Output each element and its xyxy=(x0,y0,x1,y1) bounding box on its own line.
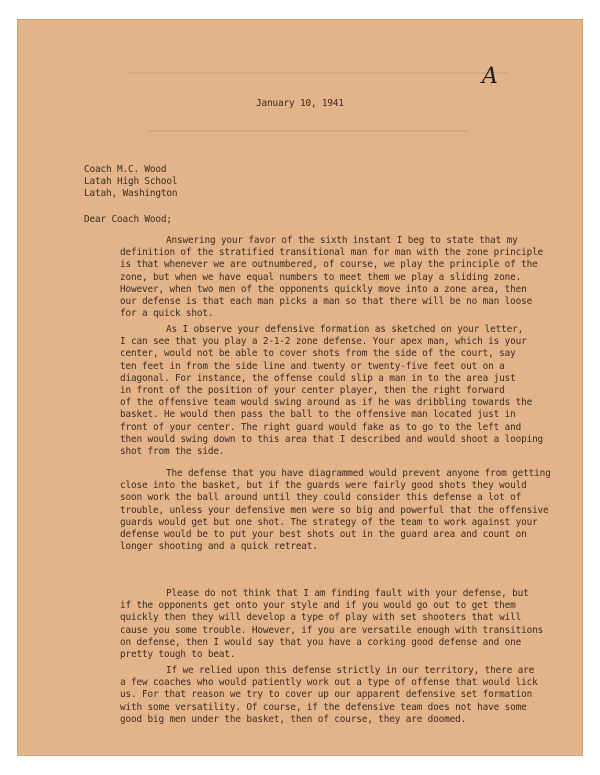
text-line: quickly then they will develop a type of play with set shooters that will xyxy=(120,612,522,624)
text-line: guards would get but one shot. The strategy of the team to work against your xyxy=(120,516,538,528)
text-line: ten feet in from the side line and twenty or twenty-five feet out on a xyxy=(120,360,505,372)
text-line: on defense, then I would say that you have a corking good defense and one xyxy=(120,636,522,648)
text-line: longer shooting and a quick retreat. xyxy=(120,541,318,553)
text-line: diagonal. For instance, the offense could slip a man in to the area just xyxy=(120,372,516,384)
address-line: Latah, Washington xyxy=(84,188,178,199)
text-line: good big men under the basket, then of course, they are doomed. xyxy=(120,713,467,725)
recipient-address xyxy=(84,164,177,200)
text-line: us. For that reason we try to cover up our apparent defensive set formation xyxy=(120,689,533,701)
text-line: close into the basket, but if the guards were fairly good shots they would xyxy=(120,480,527,492)
text-line: for a quick shot. xyxy=(120,308,214,320)
text-line: As I observe your defensive formation as sketched on your letter, xyxy=(166,324,524,335)
text-line: front of your center. The right guard would fake as to go to the left and xyxy=(120,421,522,433)
text-line: in front of the position of your center player, then the right forward xyxy=(120,384,505,396)
paragraph-3 xyxy=(120,468,551,553)
text-line: I can see that you play a 2-1-2 zone defense. Your apex man, which is your xyxy=(120,336,527,348)
text-line: The defense that you have diagrammed would prevent anyone from getting xyxy=(166,468,551,479)
paragraph-1 xyxy=(120,235,543,320)
text-line: If we relied upon this defense strictly in our territory, there are xyxy=(166,665,535,676)
text-line: basket. He would then pass the ball to the offensive man located just in xyxy=(120,409,516,421)
text-line: is that whenever we are outnumbered, of course, we play the principle of the xyxy=(120,259,538,271)
paragraph-5 xyxy=(120,665,538,726)
salutation: Dear Coach Wood; xyxy=(84,214,172,225)
paragraph-4 xyxy=(120,588,543,661)
text-line: shot from the side. xyxy=(120,445,225,457)
text-line: However, when two men of the opponents quickly move into a zone area, then xyxy=(120,283,527,295)
text-line: a few coaches who would patiently work out a type of offense that would lick xyxy=(120,677,538,689)
text-line: pretty tough to beat. xyxy=(120,648,236,660)
bleed-through-mark xyxy=(148,130,468,132)
letter-date: January 10, 1941 xyxy=(256,98,344,109)
text-line: then would swing down to this area that I described and would shoot a looping xyxy=(120,433,544,445)
text-line: center, would not be able to cover shots from the side of the court, say xyxy=(120,348,516,360)
text-line: definition of the stratified transitional man for man with the zone principle xyxy=(120,247,544,259)
bleed-through-mark xyxy=(128,72,508,74)
paragraph-2 xyxy=(120,324,543,458)
text-line: trouble, unless your defensive men were so big and powerful that the offensive xyxy=(120,504,549,516)
text-line: Answering your favor of the sixth instant I beg to state that my xyxy=(166,235,518,246)
text-line: our defense is that each man picks a man so that there will be no man loose xyxy=(120,295,533,307)
text-line: Please do not think that I am finding fault with your defense, but xyxy=(166,588,529,599)
letter-page xyxy=(18,20,582,755)
text-line: soon work the ball around until they could consider this defense a lot of xyxy=(120,492,522,504)
text-line: of the offensive team would swing around as if he was dribbling towards the xyxy=(120,397,533,409)
address-line: Coach M.C. Wood xyxy=(84,164,167,175)
text-line: defense would be to put your best shots out in the guard area and count on xyxy=(120,528,527,540)
address-line: Latah High School xyxy=(84,176,178,187)
text-line: zone, but when we have equal numbers to meet them we play a sliding zone. xyxy=(120,271,522,283)
text-line: with some versatility. Of course, if the defensive team does not have some xyxy=(120,701,527,713)
text-line: if the opponents get onto your style and if you would go out to get them xyxy=(120,600,516,612)
text-line: cause you some trouble. However, if you are versatile enough with transitions xyxy=(120,624,544,636)
handwritten-corner-mark: A xyxy=(482,64,498,89)
